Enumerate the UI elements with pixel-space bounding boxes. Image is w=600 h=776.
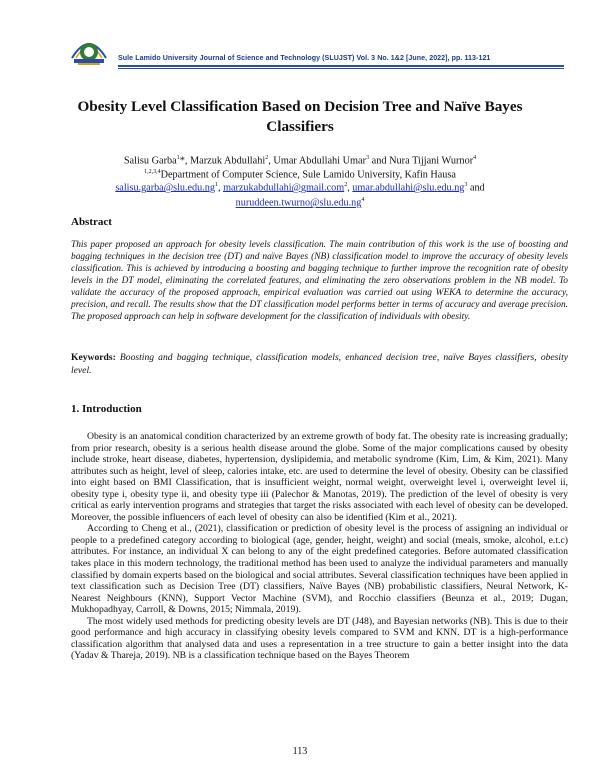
email-conjunction: and	[469, 182, 485, 194]
header-rule	[118, 65, 564, 67]
journal-citation: Sule Lamido University Journal of Science and Technology (SLUJST) Vol. 3 No. 1&2 [June, 2022], pp. 113-121	[118, 54, 491, 62]
journal-logo-icon	[66, 28, 112, 68]
author-name: Umar Abdullahi Umar	[273, 155, 367, 167]
email-link[interactable]: nuruddeen.twurno@slu.edu.ng	[235, 197, 362, 209]
email-link[interactable]: salisu.garba@slu.edu.ng	[115, 182, 215, 194]
paragraph: The most widely used methods for predicting obesity levels are DT (J48), and Bayesian networks (NB). This is due to their good performance and high accuracy in classifying obesity levels compared to SVM and KNN. DT is a high-performance classification algorithm that analysed data and uses a representation in a tree structure to gain a better insight into the data (Yadav & Thareja, 2019). NB is a classification technique based on the Bayes Theorem	[71, 615, 568, 662]
keywords-label: Keywords:	[71, 352, 116, 363]
introduction-heading: 1. Introduction	[71, 403, 142, 415]
author-sup: 4	[473, 155, 477, 161]
author-name: Nura Tijjani Wurnor	[389, 155, 474, 167]
paper-title: Obesity Level Classification Based on Decision Tree and Naïve Bayes Classifiers	[77, 98, 523, 135]
keywords	[71, 352, 568, 377]
journal-header	[66, 28, 564, 72]
paragraph: Obesity is an anatomical condition characterized by an extreme growth of body fat. The obesity rate is increasing gradually; from prior research, obesity is a serious health disease around the globe. Some of the major complications caused by obesity include stroke, heart disease, diabetes, hypertension, dyslipidemia, and metabolic syndrome (Kim, Lim, & Kim, 2021). Many attributes such as height, level of sleep, calories intake, etc. are used to determine the level of obesity. Obesity can be classified into eight based on BMI Classification, that is insufficient weight, normal weight, overweight level i, overweight level ii, obesity type i, obesity type ii, and obesity type iii (Palechor & Manotas, 2019). The prediction of the level of obesity is very critical as early intervention programs and strategies that target the risks associated with each level of obesity can be developed. Moreover, the possible influencers of each level of obesity can also be identified (Kim et al., 2021).	[71, 431, 568, 523]
author-sup: 2	[265, 155, 269, 161]
page-number: 113	[292, 746, 308, 757]
email-link[interactable]: umar.abdullahi@slu.edu.ng	[352, 182, 465, 194]
affiliation-sup: 1,2,3,4	[144, 169, 161, 175]
author-sup: 3	[366, 155, 370, 161]
header-rule-thin	[118, 68, 564, 69]
author-sup: 1	[176, 155, 180, 161]
abstract-text: This paper proposed an approach for obesity levels classification. The main contribution of this work is the use of boosting and bagging techniques in the decision tree (DT) and naïve Bayes (NB) classification model to improve the accuracy of obesity levels classification. This is achieved by introducing a boosting and bagging technique to further improve the recognition rate of obesity levels in the DT model, eliminating the correlated features, and eliminating the zero observations problem in the NB model. To validate the accuracy of the proposed approach, empirical evaluation was carried out using WEKA to determine the accuracy, precision, and recall. The results show that the DT classification model performs better in terms of accuracy and average precision. The proposed approach can help in software development for the classification of individuals with obesity.	[71, 240, 568, 323]
paragraph: According to Cheng et al., (2021), classification or prediction of obesity level is the process of assigning an individual or people to a predefined category according to biological (age, gender, height, weight) and social (meals, smoke, alcohol, e.t.c) attributes. For instance, an individual X can belong to any of the eight predefined categories. Before automated classification takes place in this modern technology, the traditional method has been used to analyze the individual parameters and manually classified by domain experts based on the biological and social attributes. Several classification techniques have been applied in text classification such as Decision Tree (DT) classifiers, Naïve Bayes (NB) probabilistic classifiers, Neural Network, K-Nearest Neighbours (KNN), Support Vector Machine (SVM), and Rocchio classifiers (Beunza et al., 2019; Dugan, Mukhopadhyay, Carroll, & Downs, 2015; Nimmala, 2019).	[71, 523, 568, 616]
introduction-body	[71, 431, 568, 662]
author-list: Salisu Garba$^1$*, Marzuk Abdullahi$^2$, Umar Abdullahi Umar$^3$ and Nura Tijjani Wurnor$^4$	[123, 155, 477, 167]
abstract-heading: Abstract	[71, 216, 112, 228]
keywords-list: Boosting and bagging technique, classification models, enhanced decision tree, naïve Bayes classifiers, obesity level.	[71, 352, 568, 376]
author-emails: $salisu.garba@slu.edu.ng^1$, marzukabdullahi@gmail.com$^2$, $umar.abdullahi@slu.edu.ng^3$ and $nuruddeen.twurno@slu.edu.ng^4$	[115, 182, 485, 209]
author-name: Salisu Garba	[123, 155, 177, 167]
affiliation-text: Department of Computer Science, Sule Lamido University, Kafin Hausa	[160, 169, 456, 181]
author-name: Marzuk Abdullahi	[190, 155, 266, 167]
author-conjunction: and	[371, 155, 387, 167]
email-link[interactable]: marzukabdullahi@gmail.com	[223, 182, 345, 194]
